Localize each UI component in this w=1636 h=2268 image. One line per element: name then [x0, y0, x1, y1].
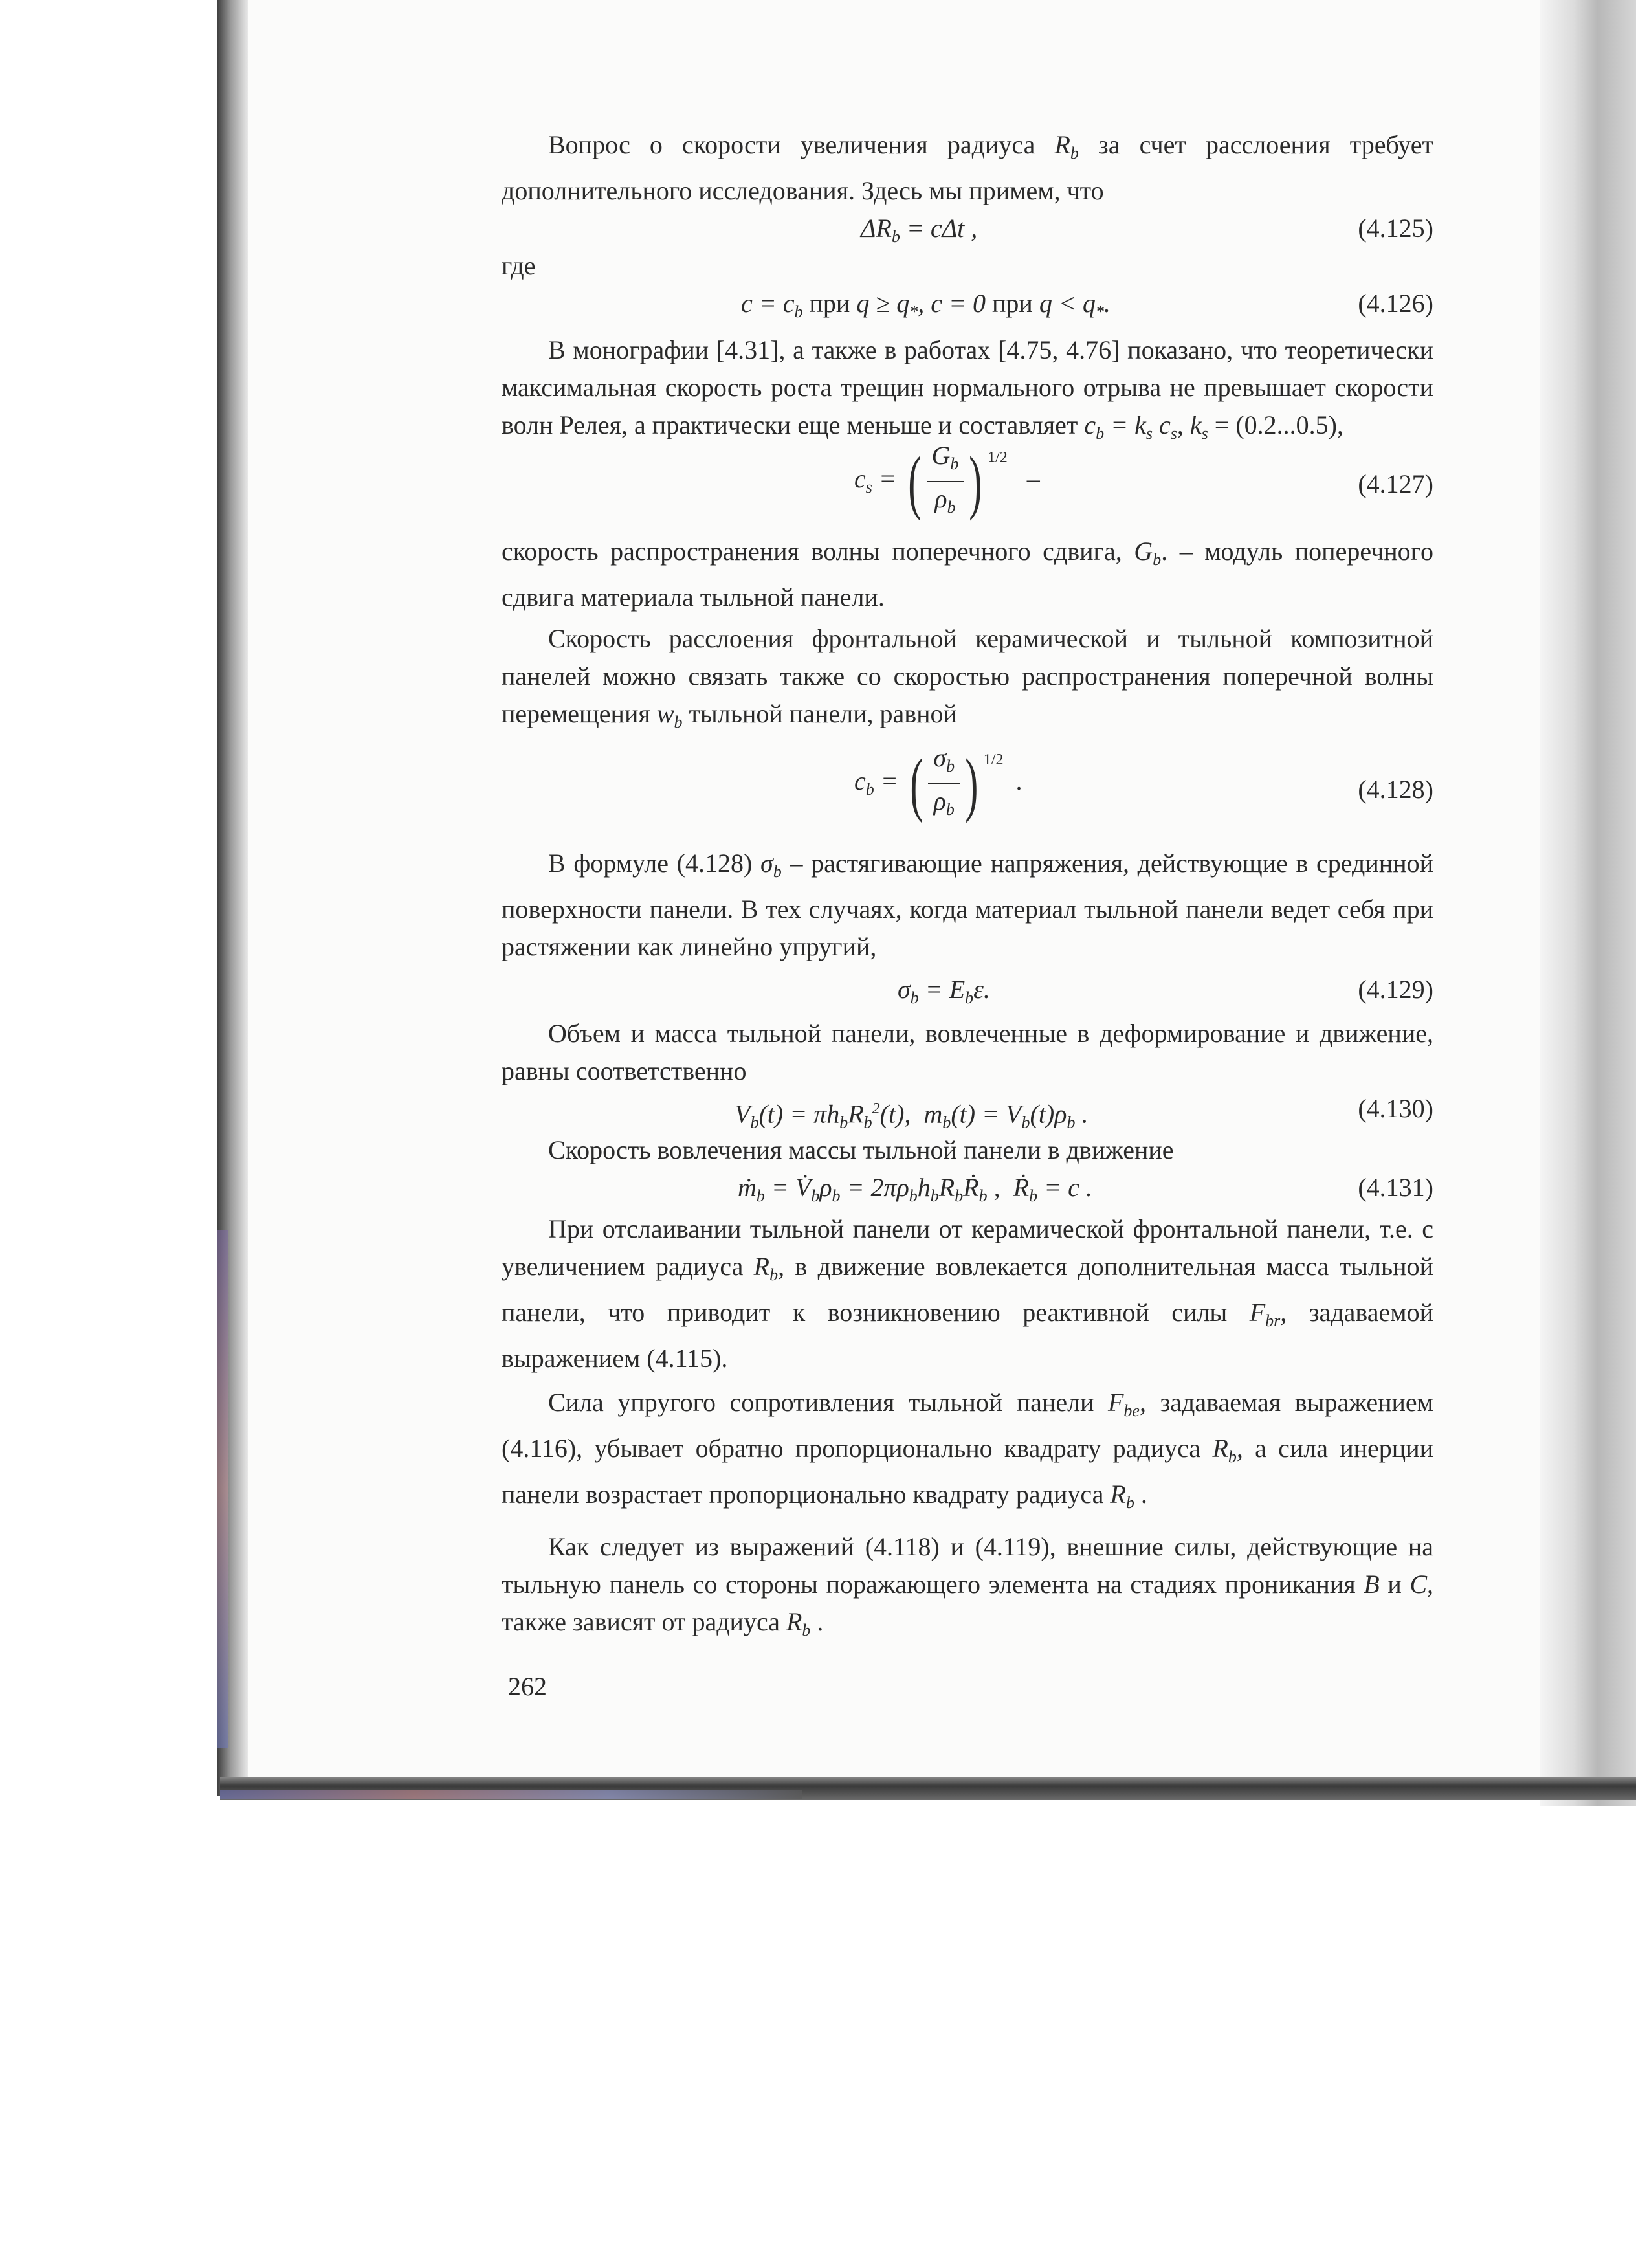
page-text	[502, 126, 1433, 1649]
paragraph-8: При отслаивании тыльной панели от керамической фронтальной панели, т.е. с увеличением радиуса $R_b$, в движение вовлекается дополнительная масса тыльной панели, что приводит к возникновению реактивной силы $F_{br}$, задаваемой выражением (4.115).	[502, 1214, 1434, 1373]
equation-4-128: $c_b$ = ( $\frac{\sigma_b}{\rho_b}$ ) $^{1/2}$ . (4.128)	[502, 741, 1433, 838]
paragraph-1: Вопрос о скорости увеличения радиуса $R_b$ за счет расслоения требует дополнительного исследования. Здесь мы примем, что	[502, 130, 1434, 205]
paragraph-9: Сила упругого сопротивления тыльной панели $F_{be}$, задаваемая выражением (4.116), убывает обратно пропорционально квадрату радиуса $R_b$, а сила инерции панели возрастает пропорционально квадрату радиуса $R_b$ .	[502, 1388, 1434, 1512]
equation-4-130: $V_b(t) = \pi h_bR_b^2(t)$, $m_b(t) = V_b(t)\rho_b$ . (4.130)	[735, 1094, 1433, 1132]
paragraph-3: скорость распространения волны поперечного сдвига, $G_b$. – модуль поперечного сдвига материала тыльной панели.	[502, 537, 1434, 612]
scan-bottom-tint	[220, 1790, 802, 1799]
paragraph-2: В монографии [4.31], а также в работах [4.75, 4.76] показано, что теоретически максимальная скорость роста трещин нормального отрыва не превышает скорости волн Релея, а практически еще меньше и составляет $c_b = k_s$ $c_s$, $k_s = (0.2...0.5)$,	[502, 335, 1433, 443]
paragraph-6: Объем и масса тыльной панели, вовлеченные в деформирование и движение, равны соответственно	[502, 1019, 1433, 1085]
equation-4-131: ṁ$_b$ = $V̇_b\rho_b$ = $2\pi\rho_bh_bR_bṘ_b$ , Ṙ$_b$ = c . (4.131)	[738, 1173, 1433, 1205]
equation-4-127: $c_s$ = ( $\frac{G_b}{\rho_b}$ ) $^{1/2}$ – (4.127)	[502, 436, 1433, 533]
where-text: где	[502, 251, 536, 280]
scan-right-shadow	[1540, 0, 1636, 1806]
page-number: 262	[508, 1672, 547, 1701]
equation-4-126: $c = c_b$ при $q \ge q_*$, c = 0 при $q < q_*$. (4.126)	[741, 289, 1433, 321]
equation-4-129: $\sigma_b = E_b\varepsilon$. (4.129)	[898, 975, 1433, 1007]
scan-edge-tint	[217, 1230, 228, 1748]
equation-4-125: $\Delta R_b = c\Delta t$ , (4.125)	[861, 214, 1433, 246]
paragraph-7: Скорость вовлечения массы тыльной панели в движение	[548, 1135, 1174, 1164]
paragraph-4: Скорость расслоения фронтальной керамической и тыльной композитной панелей можно связать также со скоростью распространения поперечной волны перемещения $w_b$ тыльной панели, равной	[502, 624, 1433, 731]
paragraph-5: В формуле (4.128) $\sigma_b$ – растягивающие напряжения, действующие в срединной поверхности панели. В тех случаях, когда материал тыльной панели ведет себя при растяжении как линейно упругий,	[502, 849, 1434, 961]
paragraph-10: Как следует из выражений (4.118) и (4.119), внешние силы, действующие на тыльную панель со стороны поражающего элемента на стадиях проникания B и C, также зависят от радиуса $R_b$ .	[502, 1532, 1434, 1640]
